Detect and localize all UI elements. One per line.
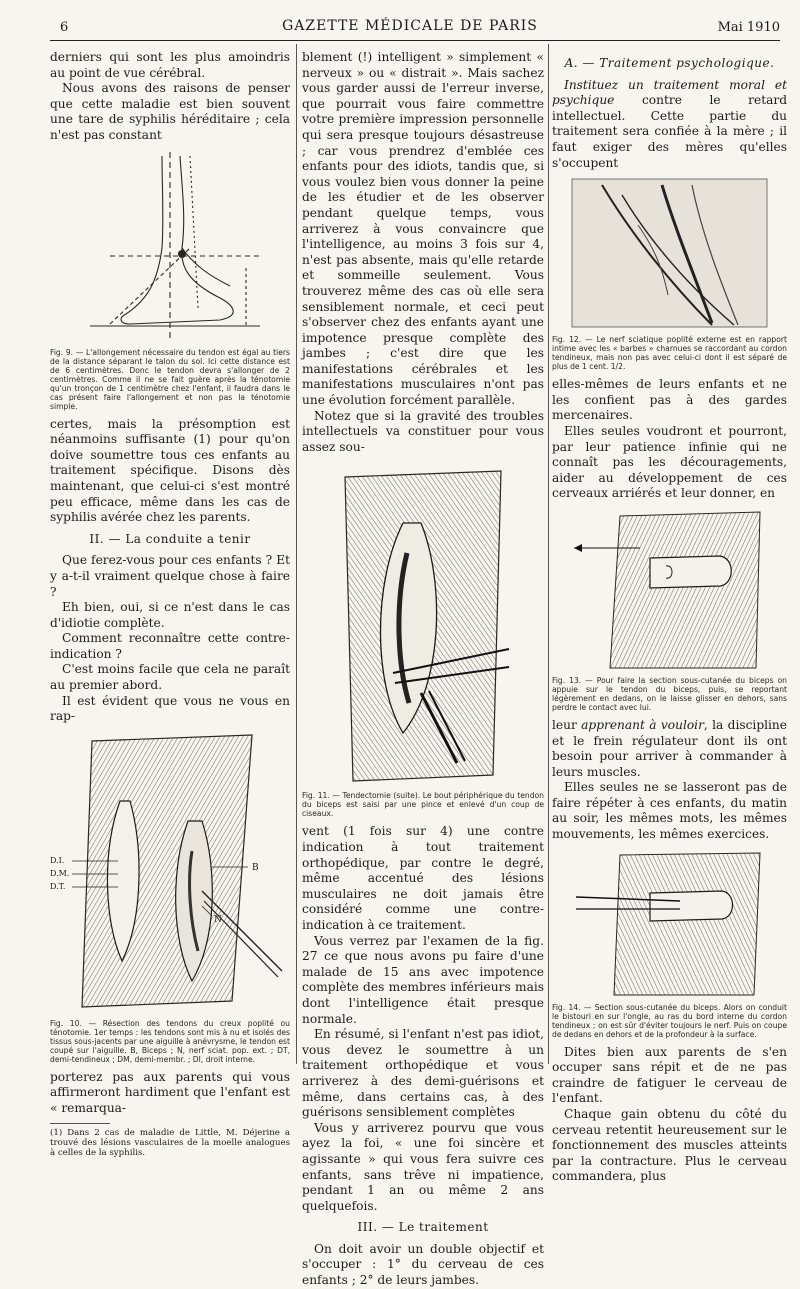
paragraph: Vous y arriverez pourvu que vous ayez la foi, « une foi sincère et agissante » qui vous fera suivre ces enfants, sans trêve ni impatience, pendant 1 an ou même 2 ans quelquefois.: [302, 1120, 544, 1213]
column-rule-2: [548, 44, 549, 1064]
paragraph: contre le retard intellectuel. Cette partie du traitement sera confiée à la mère ; il faut exiger des mères qu'elles s'occupent: [552, 93, 787, 170]
paragraph: porterez pas aux parents qui vous affirmeront hardiment que l'enfant est « remarqua-: [50, 1069, 290, 1116]
tendon-forceps-icon: [333, 463, 513, 787]
paragraph: derniers qui sont les plus amoindris au point de vue cérébral.: [50, 50, 290, 80]
header-rule: [50, 40, 780, 41]
column-rule-1: [296, 44, 297, 1064]
figure-10-caption: Fig. 10. — Résection des tendons du creux poplité ou ténotomie. 1er temps : les tendons sont mis à nu et isolés des tissus sous-jacents par une aiguille à anévrysme, le tendon est coupé sur l'aiguille. B, Biceps ; N, nerf sciat. pop. ext. ; DT, demi-tendineux ; DM, demi-membr. ; DI, droit interne.: [50, 1018, 290, 1064]
paragraph: Chaque gain obtenu du côté du cerveau retentit heureusement sur le fonctionnement des muscles atteints par la contracture. Plus le cerveau commandera, plus: [552, 1107, 787, 1184]
emphasis: Instituez un traitement moral et psychique: [552, 77, 787, 108]
section-heading-3: III. — Le traitement: [357, 1220, 489, 1235]
figure-12-caption: Fig. 12. — Le nerf sciatique poplité externe est en rapport intime avec les « barbes » charnues se raccordant au cordon tendineux, mais non pas avec celui-ci dont il est séparé de plus de 1 cent. 1/2.: [552, 335, 787, 372]
paragraph: certes, mais la présomption est néanmoins suffisante (1) pour qu'on doive soumettre tous ces enfants au traitement spécifique. Disons dès maintenant, que celui-ci s'est montré peu efficace, même dans les cas de syphilis avérée chez les parents.: [50, 416, 290, 525]
figure-10: [52, 731, 288, 1015]
paragraph: Il est évident que vous ne vous en rap-: [50, 693, 290, 724]
journal-title: GAZETTE MÉDICALE DE PARIS: [282, 18, 538, 34]
paragraph: Vous verrez par l'examen de la fig. 27 ce que nous avons pu faire d'une malade de 15 ans avec impotence complète des membres inférieurs mais dont l'intelligence était presque normale.: [302, 933, 544, 1026]
footnote: (1) Dans 2 cas de maladie de Little, M. Déjerine a trouvé des lésions vasculaires de la moelle analogues à celles de la syphilis.: [50, 1127, 290, 1158]
foot-diagram-icon: [70, 148, 270, 344]
paragraph: Dites bien aux parents de s'en occuper sans répit et de ne pas craindre de fatiguer le cerveau de l'enfant.: [552, 1044, 787, 1106]
figure-11-caption: Fig. 11. — Tendectomie (suite). Le bout périphérique du tendon du biceps est saisi par une pince et enlevé d'un coup de ciseaux.: [302, 791, 544, 819]
paragraph: Nous avons des raisons de penser que cette maladie est bien souvent une tare de syphilis héréditaire ; cela n'est pas constant: [50, 81, 290, 142]
sciatic-nerve-icon: [562, 175, 777, 331]
section-heading-a: A. — Traitement psychologique.: [564, 56, 775, 70]
column-2: [302, 50, 544, 1289]
paragraph: C'est moins facile que cela ne paraît au premier abord.: [50, 662, 290, 693]
figure-13: [570, 508, 770, 672]
label-dm: D.M.: [50, 868, 70, 878]
paragraph: Elles seules ne se lasseront pas de faire répéter à ces enfants, du matin au soir, les mêmes mots, les mêmes mouvements, les mêmes exercices.: [552, 780, 787, 842]
paragraph: leur: [552, 717, 582, 732]
footnote-rule: [50, 1123, 110, 1124]
paragraph: Eh bien, oui, si ce n'est dans le cas d'idiotie complète.: [50, 600, 290, 630]
label-di: D.I.: [50, 855, 65, 865]
scalpel-knee-icon: [570, 849, 770, 999]
paragraph: Que ferez-vous pour ces enfants ? Et y a-t-il vraiment quelque chose à faire ?: [50, 553, 290, 599]
column-1: [50, 50, 290, 1158]
figure-9: [70, 148, 270, 344]
paragraph: Notez que si la gravité des troubles intellectuels va constituer pour vous assez sou-: [302, 408, 544, 454]
page-header: [40, 16, 780, 40]
emphasis: apprenant à vouloir: [581, 717, 704, 732]
column-3: [552, 50, 787, 1185]
paragraph: vent (1 fois sur 4) une contre indication à tout traitement orthopédique, par contre le degré, même accentué des lésions musculaires ne doit jamais être considéré comme une contre-indication à ce traitement.: [302, 824, 544, 932]
paragraph: , la discipline et le frein régulateur dont ils ont besoin pour arriver à commander à leurs muscles.: [552, 717, 787, 779]
paragraph: blement (!) intelligent » simplement « nerveux » ou « distrait ». Mais sachez vous garder aussi de l'erreur inverse, que pourrait vous faire commettre votre première impression personnelle qui sera presque toujours désastreuse ; car vous prendrez d'emblée ces enfants pour des idiots, tandis que, si vous voulez bien vous donner la peine de les étudier et de les observer pendant quelque temps, vous arriverez à vous convaincre que l'intelligence, au moins 3 fois sur 4, n'est pas absente, mais qu'elle retarde et sommeille seulement. Vous trouverez même des cas où elle sera sensiblement normale, et ceci peut s'observer chez des enfants ayant une impotence presque complète des jambes ; c'est dire que les manifestations cérébrales et les manifestations musculaires n'ont pas une évolution forcément parallèle.: [302, 50, 544, 408]
figure-13-caption: Fig. 13. — Pour faire la section sous-cutanée du biceps on appuie sur le tendon du biceps, puis, se reportant légèrement en dedans, on le laisse glisser en dehors, sans perdre le contact avec lui.: [552, 675, 787, 712]
label-dt: D.T.: [50, 881, 66, 891]
figure-14: [570, 849, 770, 999]
paragraph: elles-mêmes de leurs enfants et ne les confient pas à des gardes mercenaires.: [552, 377, 787, 423]
paragraph: On doit avoir un double objectif et s'occuper : 1° du cerveau de ces enfants ; 2° de leurs jambes.: [302, 1241, 544, 1288]
label-n: N: [214, 914, 222, 925]
paragraph: Comment reconnaître cette contre-indication ?: [50, 631, 290, 661]
label-b: B: [252, 862, 259, 873]
finger-press-icon: [570, 508, 770, 672]
figure-14-caption: Fig. 14. — Section sous-cutanée du biceps. Alors on conduit le bistouri en sur l'ongle, au ras du bord interne du cordon tendineux ; on est sûr d'éviter toujours le nerf. Puis on coupe de dedans en dehors et de la profondeur à la surface.: [552, 1002, 787, 1039]
page-number: 6: [60, 20, 69, 35]
issue-date: Mai 1910: [717, 20, 780, 35]
figure-11: [333, 463, 513, 787]
figure-9-caption: Fig. 9. — L'allongement nécessaire du tendon est égal au tiers de la distance séparant le talon du sol. Ici cette distance est de 6 centimètres. Donc le tendon devra s'allonger de 2 centimètres. Comme il ne se fait guère après la ténotomie qu'un tronçon de 1 centimètre chez l'enfant, il faudra dans le cas présent faire l'allongement et non pas la ténotomie simple.: [50, 347, 290, 411]
section-heading-2: II. — La conduite a tenir: [89, 531, 251, 546]
paragraph: En résumé, si l'enfant n'est pas idiot, vous devez le soumettre à un traitement orthopédique et vous arriverez à des demi-guérisons et même, dans certains cas, à des guérisons sensiblement complètes: [302, 1027, 544, 1120]
figure-12: [562, 175, 777, 331]
paragraph: Elles seules voudront et pourront, par leur patience infinie qui ne connaît pas les découragements, aider au développement de ces cerveaux arriérés et leur donner, en: [552, 423, 787, 501]
